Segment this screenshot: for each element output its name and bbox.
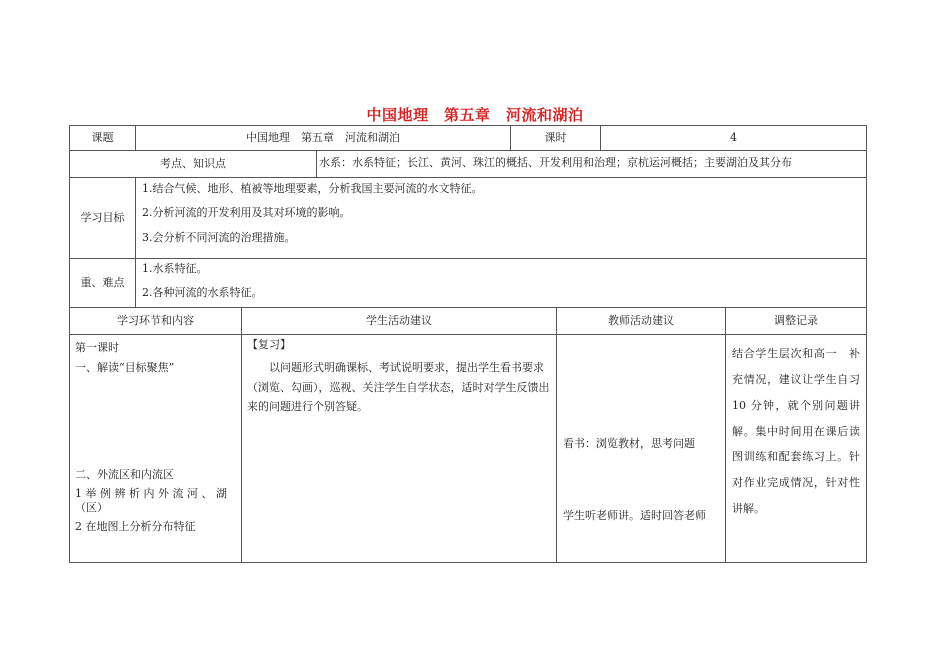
- header-process: [69, 307, 242, 335]
- hours-value: 4: [730, 130, 737, 144]
- objectives-label-cell: [69, 177, 136, 259]
- keypoint-item: 1.水系特征。: [142, 262, 208, 275]
- keypoints-content-cell: [135, 258, 867, 308]
- header-teacher: [556, 307, 726, 335]
- student-content-cell: [241, 334, 557, 563]
- teacher-content-cell: [556, 334, 726, 563]
- hours-value-cell: [600, 125, 867, 151]
- keypoints-label-cell: [69, 258, 136, 308]
- adjust-content-cell: [725, 334, 867, 563]
- header-process-label: 学习环节和内容: [117, 313, 194, 327]
- step-goals: 一、解读“目标聚焦”: [75, 361, 175, 375]
- teacher-activity-2: 学生听老师讲。适时回答老师: [563, 509, 706, 523]
- review-heading: 【复习】: [247, 338, 291, 351]
- keypoints-label: 重、难点: [80, 275, 125, 289]
- objective-item: 2.分析河流的开发利用及其对环境的影响。: [142, 206, 351, 220]
- header-adjust: [725, 307, 867, 335]
- adjust-record-text: 结合学生层次和高一 补充情况，建议让学生自习10 分钟，就个别问题讲解。集中时间用在课后读图训练和配套练习上。针对作业完成情况，针对性讲解。: [732, 347, 860, 516]
- topic-label-cell: [69, 125, 136, 151]
- process-content-cell: [69, 334, 242, 563]
- hours-label-cell: [510, 125, 601, 151]
- header-teacher-label: 教师活动建议: [608, 313, 674, 327]
- header-student: [241, 307, 557, 335]
- knowledge-value: 水系：水系特征；长江、黄河、珠江的概括、开发利用和治理；京杭运河概括；主要湖泊及其分布: [319, 156, 792, 169]
- topic-label: 课题: [91, 130, 114, 144]
- topic-value: 中国地理 第五章 河流和湖泊: [246, 130, 400, 144]
- knowledge-value-cell: [316, 150, 867, 178]
- objectives-label: 学习目标: [80, 210, 125, 224]
- hours-label: 课时: [544, 130, 567, 144]
- step-item-2: 2 在地图上分析分布特征: [75, 520, 196, 534]
- teacher-activity-1: 看书：浏览教材，思考问题: [563, 437, 695, 450]
- topic-value-cell: [135, 125, 511, 151]
- page-title: 中国地理 第五章 河流和湖泊: [366, 106, 584, 124]
- lesson-label: 第一课时: [75, 341, 119, 354]
- header-adjust-label: 调整记录: [774, 313, 818, 327]
- step-item-1: 1 举 例 辨 析 内 外 流 河 、 湖（区）: [75, 486, 227, 515]
- keypoint-item: 2.各种河流的水系特征。: [142, 286, 263, 300]
- objectives-content-cell: [135, 177, 867, 259]
- student-activity-text: 以问题形式明确课标、考试说明要求，提出学生看书要求（浏览、勾画），巡视、关注学生自学状态，适时对学生反馈出来的问题进行个别答疑。: [247, 361, 550, 413]
- header-student-label: 学生活动建议: [366, 313, 432, 327]
- objective-item: 3.会分析不同河流的治理措施。: [142, 230, 296, 244]
- knowledge-label-cell: [69, 150, 317, 178]
- objective-item: 1.结合气候、地形、植被等地理要素，分析我国主要河流的水文特征。: [142, 182, 483, 195]
- knowledge-label: 考点、知识点: [160, 156, 226, 170]
- lesson-plan-table: [69, 125, 867, 563]
- step-drainage: 二、外流区和内流区: [75, 467, 174, 481]
